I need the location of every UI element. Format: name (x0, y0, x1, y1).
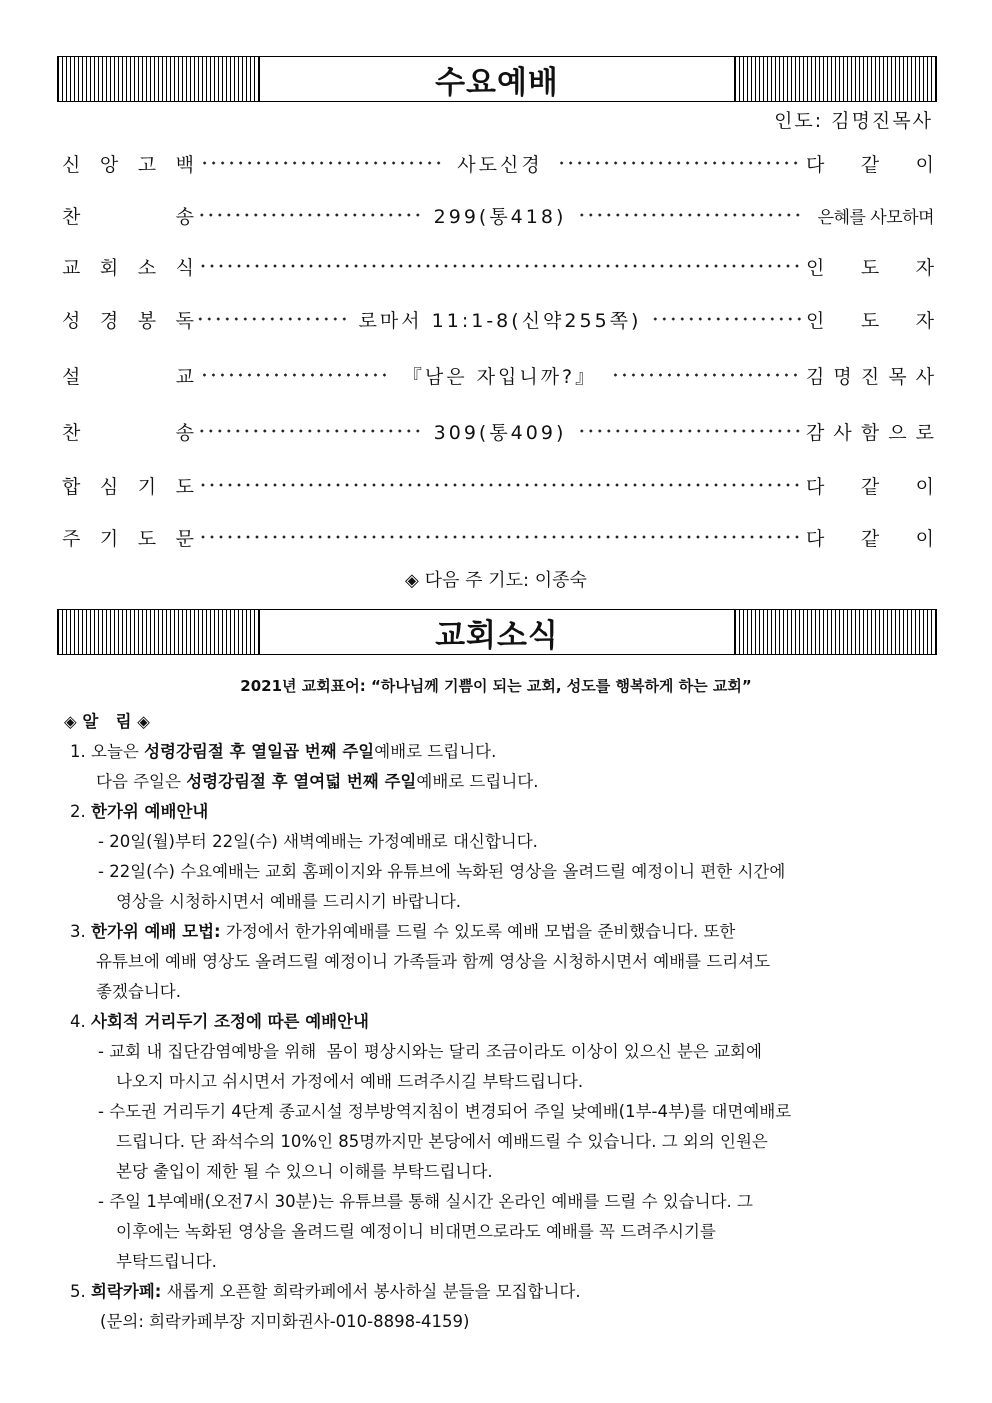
announcements (62, 707, 937, 1337)
announcement-4-line-7: 이후에는 녹화된 영상을 올려드릴 예정이니 비대면으로라도 예배를 꼭 드려주시기를 (116, 1222, 716, 1241)
order-responsible (806, 362, 934, 389)
order-leader (194, 362, 806, 389)
order-row (62, 304, 934, 334)
announcement-1: 1. 오늘은 성령강림절 후 열일곱 번째 주일예배로 드립니다. (70, 742, 497, 761)
label-char: 이 (915, 153, 934, 176)
label-char: 문 (175, 527, 194, 550)
leader-dots (198, 264, 802, 268)
leader-dots (198, 483, 802, 487)
label-char: 로 (915, 421, 934, 444)
label-char: 봉 (137, 309, 157, 332)
label-char: 교 (175, 365, 194, 388)
banner-hatch-left (57, 56, 260, 102)
announcement-2-line-2: - 22일(수) 수요예배는 교회 홈페이지와 유튜브에 녹화된 영상을 올려드릴 예정이니 편한 시간에 (98, 862, 786, 881)
leader-dots (198, 213, 422, 217)
announcement-4-line-8: 부탁드립니다. (116, 1252, 217, 1271)
order-content: 299(통418) (433, 205, 567, 228)
order-responsible (806, 253, 934, 280)
news-banner-rule (57, 654, 937, 655)
next-week-prayer: ◈ 다음 주 기도: 이종숙 (405, 570, 587, 591)
label-char: 성 (62, 309, 81, 332)
order-content: 『남은 자입니까?』 (402, 365, 598, 388)
label-char: 찬 (62, 205, 81, 228)
announcement-5-contact: (문의: 희락카페부장 지미화권사-010-8898-4159) (100, 1312, 470, 1331)
order-responsible (806, 418, 934, 445)
order-row (62, 416, 934, 446)
label-char: 김 (806, 365, 825, 388)
order-row (62, 360, 934, 390)
news-banner (57, 609, 937, 655)
label-char: 식 (175, 256, 194, 279)
order-row (62, 200, 934, 230)
announcement-4-line-6: - 주일 1부예배(오전7시 30분)는 유튜브를 통해 실시간 온라인 예배를 드릴 수 있습니다. 그 (98, 1192, 753, 1211)
order-responsible (806, 150, 934, 177)
order-responsible (806, 306, 934, 333)
order-content: 사도신경 (457, 153, 543, 176)
label-char: 다 (806, 153, 825, 176)
announcement-3: 3. 한가위 예배 모법: 가정에서 한가위예배를 드릴 수 있도록 예배 모법을 준비했습니다. 또한 (70, 922, 736, 941)
label-char: 같 (860, 475, 880, 498)
leader-dots (198, 373, 391, 377)
leader-dots (198, 317, 347, 321)
announcement-4: 4. 사회적 거리두기 조정에 따른 예배안내 (70, 1012, 370, 1031)
label-char: 사 (915, 365, 934, 388)
label-char: 신 (62, 153, 81, 176)
order-content: 309(통409) (433, 421, 567, 444)
label-char: 인 (806, 309, 825, 332)
label-char: 기 (99, 527, 119, 550)
label-char: 으 (888, 421, 907, 444)
label-char: 설 (62, 365, 81, 388)
label-char: 다 (806, 475, 825, 498)
order-responsible (806, 524, 934, 551)
label-char: 기 (137, 475, 157, 498)
label-char: 교 (62, 256, 81, 279)
announcement-5: 5. 희락카페: 새롭게 오픈할 희락카페에서 봉사하실 분들을 모집합니다. (70, 1282, 581, 1301)
order-leader (194, 535, 806, 539)
order-row (62, 470, 934, 500)
announcement-2: 2. 한가위 예배안내 (70, 802, 209, 821)
label-char: 고 (137, 153, 157, 176)
order-label (62, 418, 194, 445)
worship-banner (57, 56, 937, 102)
news-title: 교회소식 (260, 609, 734, 655)
announcement-4-line-4: 드립니다. 단 좌석수의 10%인 85명까지만 본당에서 예배드릴 수 있습니다. 그 외의 인원은 (116, 1132, 768, 1151)
order-label (62, 202, 194, 229)
announcements-heading: ◈ 알 림 ◈ (64, 712, 150, 731)
worship-banner-rule (57, 101, 937, 102)
announcement-4-line-1: - 교회 내 집단감염예방을 위해 몸이 평상시와는 달리 조금이라도 이상이 있으신 분은 교회에 (98, 1042, 762, 1061)
label-char: 도 (175, 475, 194, 498)
label-char: 백 (175, 153, 194, 176)
announcement-1-line-2: 다음 주일은 성령강림절 후 열여덟 번째 주일예배로 드립니다. (96, 772, 539, 791)
label-char: 도 (137, 527, 157, 550)
announcement-2-line-1: - 20일(월)부터 22일(수) 새벽예배는 가정예배로 대신합니다. (98, 832, 538, 851)
label-char: 같 (860, 527, 880, 550)
label-char: 진 (860, 365, 880, 388)
order-label (62, 150, 194, 177)
order-label (62, 524, 194, 551)
leader-dots (555, 161, 802, 165)
label-char: 인 (806, 256, 825, 279)
label-char: 자 (915, 256, 934, 279)
announcement-3-line-2: 유튜브에 예배 영상도 올려드릴 예정이니 가족들과 함께 영상을 시청하시면서 예배를 드리셔도 (96, 952, 771, 971)
order-label (62, 362, 194, 389)
order-leader (194, 483, 806, 487)
label-char: 경 (99, 309, 119, 332)
order-responsible: 은혜를 사모하며 (817, 207, 934, 228)
label-char: 사 (833, 421, 852, 444)
leader-dots (653, 317, 802, 321)
label-char: 소 (137, 256, 157, 279)
leader-dots (198, 535, 802, 539)
order-label (62, 253, 194, 280)
order-row (62, 251, 934, 281)
label-char: 앙 (99, 153, 119, 176)
order-responsible (806, 472, 934, 499)
announcement-2-line-3: 영상을 시청하시면서 예배를 드리시기 바랍니다. (116, 892, 462, 911)
banner-hatch-right (734, 609, 937, 655)
order-label (62, 472, 194, 499)
label-char: 독 (175, 309, 194, 332)
label-char: 같 (860, 153, 880, 176)
leader-dots (578, 213, 802, 217)
order-content: 로마서 11:1-8(신약255쪽) (358, 309, 642, 332)
order-leader (194, 306, 806, 333)
label-char: 감 (806, 421, 825, 444)
label-char: 자 (915, 309, 934, 332)
label-char: 함 (860, 421, 880, 444)
leader-dots (198, 429, 422, 433)
label-char: 이 (915, 475, 934, 498)
label-char: 다 (806, 527, 825, 550)
label-char: 송 (175, 421, 194, 444)
order-label (62, 306, 194, 333)
label-char: 송 (175, 205, 194, 228)
label-char: 이 (915, 527, 934, 550)
order-leader (194, 202, 806, 229)
label-char: 회 (99, 256, 119, 279)
order-leader (194, 150, 806, 177)
announcement-3-line-3: 좋겠습니다. (96, 982, 181, 1001)
banner-hatch-left (57, 609, 260, 655)
banner-hatch-right (734, 56, 937, 102)
label-char: 주 (62, 527, 81, 550)
worship-title: 수요예배 (260, 56, 734, 102)
leader-dots (609, 373, 802, 377)
worship-officiant: 인도: 김명진목사 (774, 110, 933, 132)
leader-dots (578, 429, 802, 433)
label-char: 명 (833, 365, 852, 388)
announcement-4-line-5: 본당 출입이 제한 될 수 있으니 이해를 부탁드립니다. (116, 1162, 493, 1181)
label-char: 목 (888, 365, 907, 388)
label-char: 심 (99, 475, 119, 498)
order-leader (194, 418, 806, 445)
order-row (62, 148, 934, 178)
label-char: 도 (860, 309, 880, 332)
leader-dots (198, 161, 445, 165)
announcement-4-line-2: 나오지 마시고 쉬시면서 가정에서 예배 드려주시길 부탁드립니다. (116, 1072, 584, 1091)
order-row (62, 522, 934, 552)
announcement-4-line-3: - 수도권 거리두기 4단계 종교시설 정부방역지침이 변경되어 주일 낮예배(1부-4부)를 대면예배로 (98, 1102, 792, 1121)
label-char: 도 (860, 256, 880, 279)
order-leader (194, 264, 806, 268)
label-char: 찬 (62, 421, 81, 444)
label-char: 합 (62, 475, 81, 498)
church-motto: 2021년 교회표어: “하나님께 기쁨이 되는 교회, 성도를 행복하게 하는 교회” (240, 677, 752, 695)
